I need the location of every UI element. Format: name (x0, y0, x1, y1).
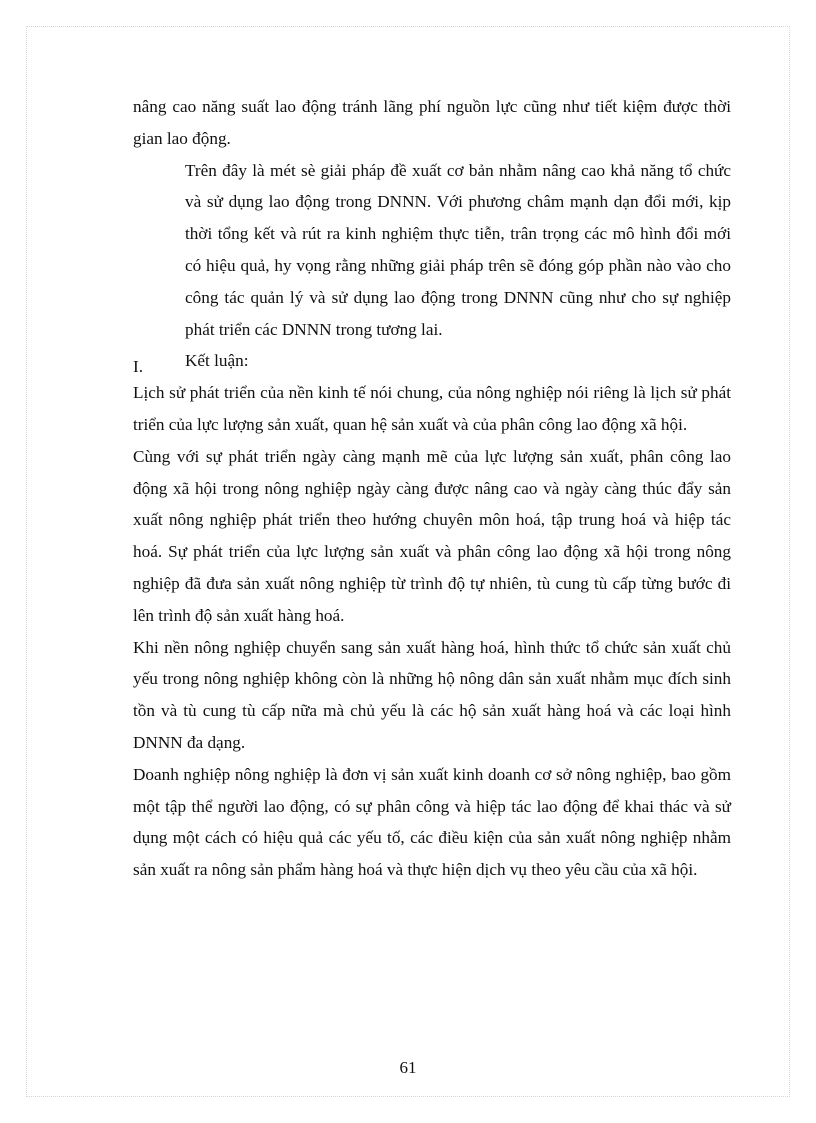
section-heading (133, 345, 731, 377)
page-number: 61 (399, 1058, 417, 1077)
paragraph-4: Cùng với sự phát triển ngày càng mạnh mẽ của lực lượng sản xuất, phân công lao động xã hội trong nông nghiệp ngày càng được nâng cao và ngày càng thúc đẩy sản xuất nông nghiệp phát triển theo hướng chuyên môn hoá, tập trung hoá và hiệp tác hoá. Sự phát triển của lực lượng sản xuất và phân công lao động xã hội trong nông nghiệp đã đưa sản xuất nông nghiệp từ trình độ tự nhiên, tù cung tù cấp từng bước đi lên trình độ sản xuất hàng hoá. (133, 446, 731, 625)
body-text (133, 91, 731, 886)
paragraph-6: Doanh nghiệp nông nghiệp là đơn vị sản xuất kinh doanh cơ sở nông nghiệp, bao gồm một tập thể người lao động, có sự phân công và hiệp tác lao động để khai thác và sử dụng một cách có hiệu quả các yếu tố, các điều kiện của sản xuất nông nghiệp nhằm sản xuất ra nông sản phẩm hàng hoá và thực hiện dịch vụ theo yêu cầu của xã hội. (133, 764, 731, 880)
paragraph-3: Lịch sử phát triển của nền kinh tế nói chung, của nông nghiệp nói riêng là lịch sử phát triển của lực lượng sản xuất, quan hệ sản xuất và của phân công lao động xã hội. (133, 383, 731, 434)
paragraph-5: Khi nền nông nghiệp chuyển sang sản xuất hàng hoá, hình thức tổ chức sản xuất chủ yếu trong nông nghiệp không còn là những hộ nông dân sản xuất nhằm mục đích sinh tồn và tù cung tù cấp nữa mà chủ yếu là các hộ sản xuất hàng hoá và các loại hình DNNN đa dạng. (133, 637, 731, 752)
heading-number: I. (133, 357, 144, 377)
heading-title: Kết luận: (185, 351, 249, 371)
paragraph-2: Trên đây là mét sè giải pháp đề xuất cơ bản nhằm nâng cao khả năng tổ chức và sử dụng lao động trong DNNN. Với phương châm mạnh dạn đổi mới, kịp thời tổng kết và rút ra kinh nghiệm thực tiễn, trân trọng các mô hình đổi mới có hiệu quả, hy vọng rằng những giải pháp trên sẽ đóng góp phần nào vào cho công tác quản lý và sử dụng lao động trong DNNN cũng như cho sự nghiệp phát triển các DNNN trong tương lai. (185, 160, 731, 339)
paragraph-1: nâng cao năng suất lao động tránh lãng phí nguồn lực cũng như tiết kiệm được thời gian lao động. (133, 97, 731, 148)
